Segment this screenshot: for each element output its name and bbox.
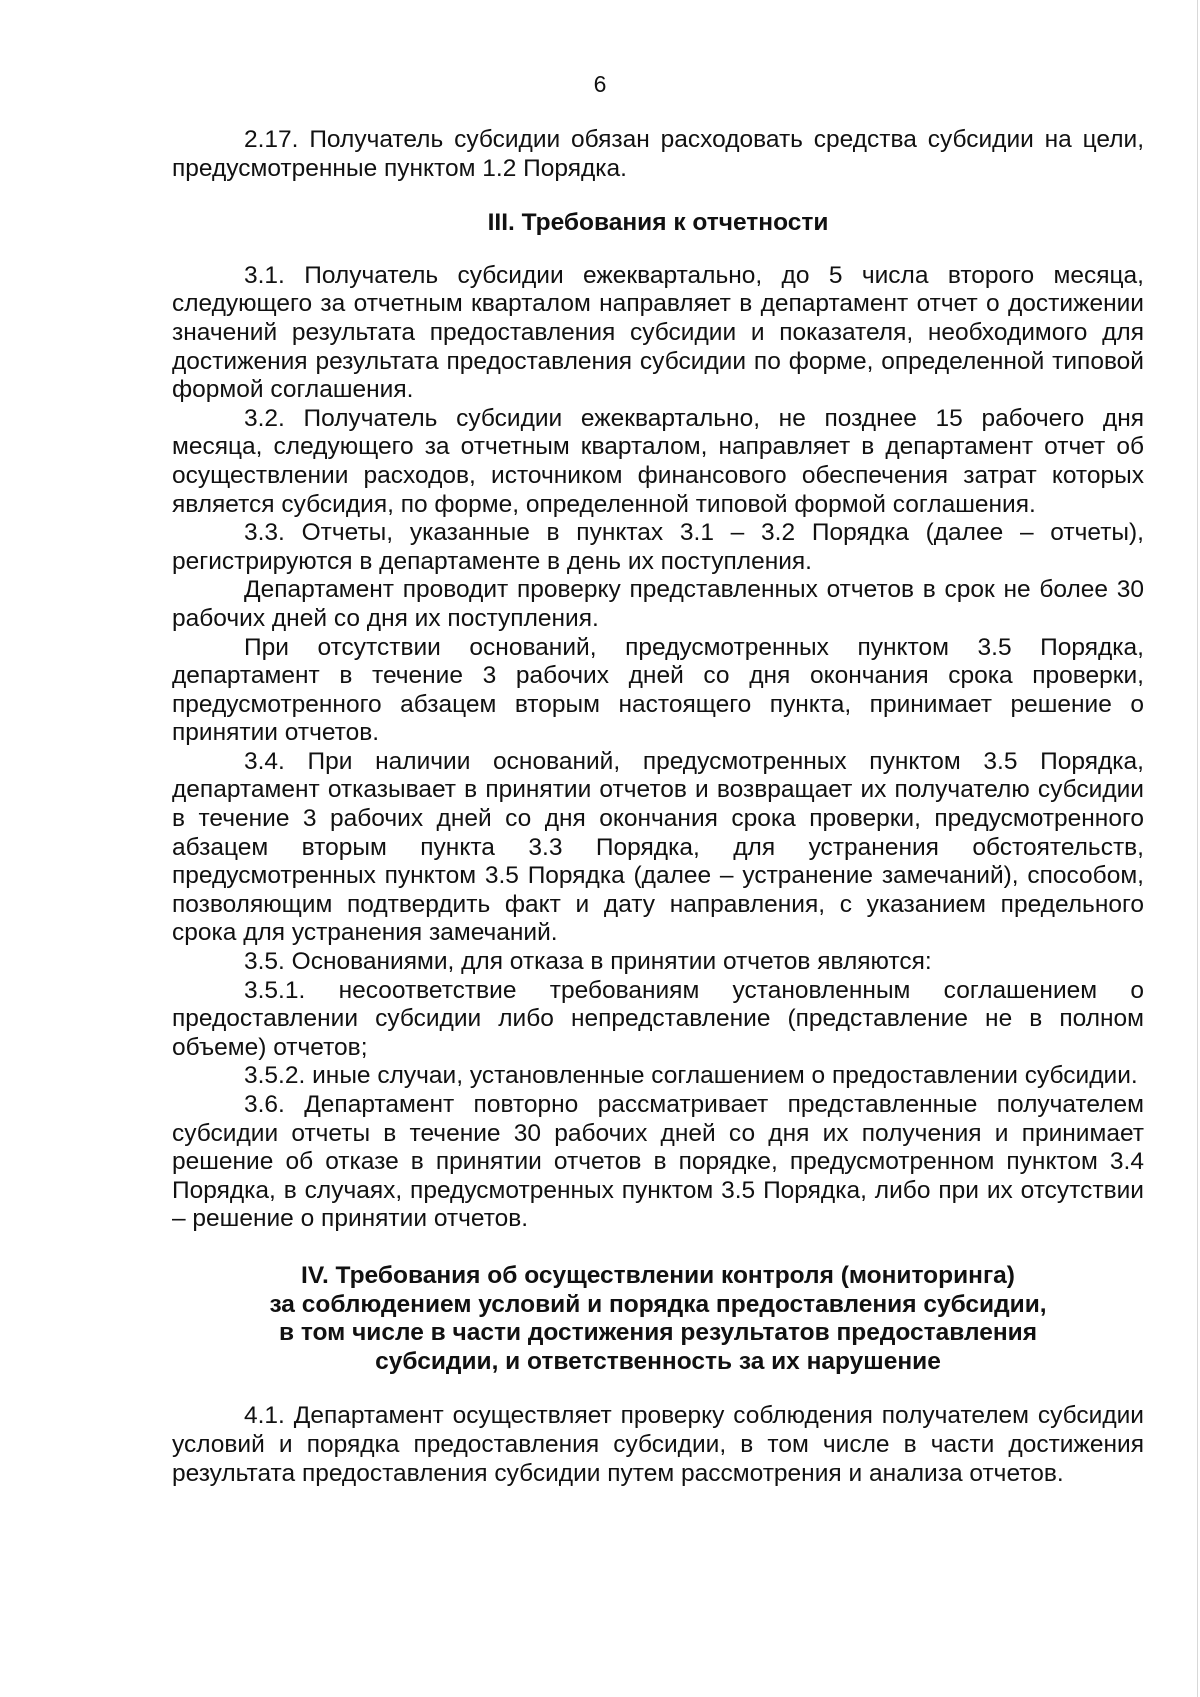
- paragraph-3-3-check: Департамент проводит проверку представленных отчетов в срок не более 30 рабочих дней со дня их поступления.: [172, 576, 1144, 632]
- paragraph-3-1: 3.1. Получатель субсидии ежеквартально, до 5 числа второго месяца, следующего за отчетным кварталом направляет в департамент отчет о достижении значений результата предоставления субсидии и показателя, необходимого для достижения результата предоставления субсидии по форме, определенной типовой формой соглашения.: [172, 261, 1144, 404]
- section-heading-iv-line: IV. Требования об осуществлении контроля (мониторинга): [301, 1261, 1015, 1289]
- paragraph-3-3-decision: При отсутствии оснований, предусмотренных пунктом 3.5 Порядка, департамент в течение 3 рабочих дней со дня окончания срока проверки, предусмотренного абзацем вторым настоящего пункта, принимает решение о принятии отчетов.: [172, 633, 1144, 747]
- section-heading-iv-line: субсидии, и ответственность за их нарушение: [375, 1347, 941, 1375]
- section-heading-iv-line: в том числе в части достижения результатов предоставления: [278, 1319, 1038, 1347]
- paragraph-3-5-2: 3.5.2. иные случаи, установленные соглашением о предоставлении субсидии.: [244, 1062, 1138, 1090]
- paragraph-3-3: 3.3. Отчеты, указанные в пунктах 3.1 – 3.2 Порядка (далее – отчеты), регистрируются в департаменте в день их поступления.: [172, 519, 1144, 575]
- paragraph-3-6: 3.6. Департамент повторно рассматривает представленные получателем субсидии отчеты в течение 30 рабочих дней со дня их получения и принимает решение об отказе в принятии отчетов в порядке, предусмотренном пунктом 3.4 Порядка, в случаях, предусмотренных пунктом 3.5 Порядка, либо при их отсутствии – решение о принятии отчетов.: [172, 1091, 1144, 1233]
- page-number: 6: [593, 71, 607, 97]
- paragraph-3-5-1: 3.5.1. несоответствие требованиям установленным соглашением о предоставлении субсидии либо непредставление (представление не в полном объеме) отчетов;: [172, 976, 1144, 1061]
- page-edge: [1197, 0, 1198, 1697]
- paragraph-3-5: 3.5. Основаниями, для отказа в принятии отчетов являются:: [244, 948, 932, 976]
- paragraph-3-4: 3.4. При наличии оснований, предусмотренных пунктом 3.5 Порядка, департамент отказывает в принятии отчетов и возвращает их получателю субсидии в течение 3 рабочих дней со дня окончания срока проверки, предусмотренного абзацем вторым пункта 3.3 Порядка, для устранения обстоятельств, предусмотренных пунктом 3.5 Порядка (далее – устранение замечаний), способом, позволяющим подтвердить факт и дату направления, с указанием предельного срока для устранения замечаний.: [172, 747, 1144, 947]
- section-heading-iii: III. Требования к отчетности: [487, 209, 829, 237]
- section-heading-iv: [172, 1262, 1144, 1376]
- paragraph-3-2: 3.2. Получатель субсидии ежеквартально, не позднее 15 рабочего дня месяца, следующего за отчетным кварталом, направляет в департамент отчет об осуществлении расходов, источником финансового обеспечения затрат которых является субсидия, по форме, определенной типовой формой соглашения.: [172, 404, 1144, 518]
- document-body: [172, 126, 1144, 1488]
- paragraph-2-17: 2.17. Получатель субсидии обязан расходовать средства субсидии на цели, предусмотренные пунктом 1.2 Порядка.: [172, 126, 1144, 182]
- paragraph-4-1: 4.1. Департамент осуществляет проверку соблюдения получателем субсидии условий и порядка предоставления субсидии, в том числе в части достижения результата предоставления субсидии путем рассмотрения и анализа отчетов.: [172, 1402, 1144, 1487]
- section-heading-iv-line: за соблюдением условий и порядка предоставления субсидии,: [269, 1290, 1047, 1318]
